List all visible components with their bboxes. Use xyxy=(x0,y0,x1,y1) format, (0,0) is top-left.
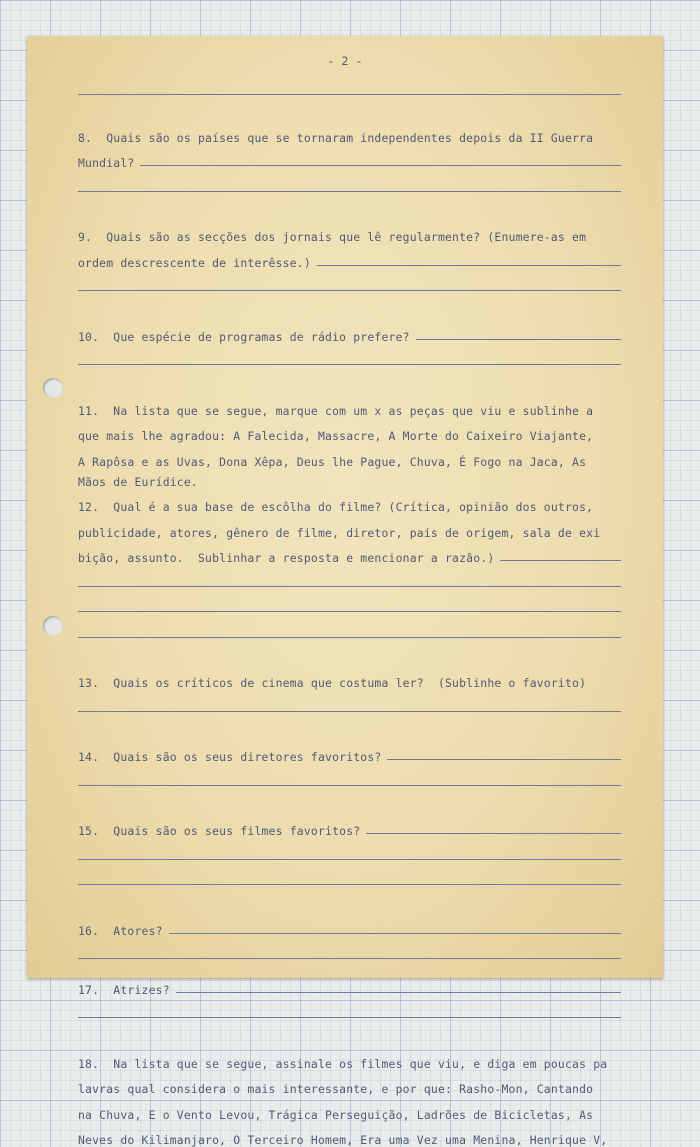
answer-line[interactable] xyxy=(169,933,621,934)
answer-line[interactable] xyxy=(78,864,621,890)
answer-line[interactable] xyxy=(500,560,621,561)
question-17: 17. Atrizes? xyxy=(78,971,621,997)
answer-line[interactable] xyxy=(176,992,621,993)
answer-line[interactable] xyxy=(78,170,621,196)
answer-line[interactable] xyxy=(78,938,621,964)
question-9-cont: ordem descrescente de interêsse.) xyxy=(78,244,621,270)
question-8: 8. Quais são os países que se tornaram independentes depois da II Guerra xyxy=(78,130,594,145)
question-8-cont: Mundial? xyxy=(78,145,621,171)
answer-line[interactable] xyxy=(78,591,621,617)
question-9: 9. Quais são as secções dos jornais que lê regularmente? (Enumere-as em xyxy=(78,230,587,244)
questionnaire-page xyxy=(27,36,663,1147)
question-10: 10. Que espécie de programas de rádio prefere? xyxy=(78,318,621,344)
answer-line xyxy=(78,94,621,95)
questions-body: 8. Quais são os países que se tornaram independentes depois da II Guerra Mundial? 9. Quais são as secções dos jornais que lê regularmente? (Enumere-as em ordem descrescente de interêsse.) 10. Que espécie de programas de rádio prefere? 11. Na lista que se segue, marque com um x as peças que viu e sublinhe a que mais lhe agradou: A Falecida, Massacre, A Morte do Caixeiro Viajante, A Rapôsa e as Uvas, Dona Xêpa, Deus lhe Pague, Chuva, É Fogo na Jaca, As Mãos de Eurídice. 12. Qual é a sua base de escôlha do filme? (Crítica, opinião dos outros, publicidade, atores, gênero de filme, diretor, país de origem, sala de exi bição, assunto. Sublinhar a resposta e mencionar a razão.) 13. Quais os críticos de cinema que costuma ler? (Sublinhe o favorito) 14. Quais são os seus diretores favoritos? 15. Quais são os seus filmes favoritos? 16. Atores? 17. Atrizes? 18. Na lista que se segue, assinale os filmes que viu, e diga em poucas pa lavras qual considera o mais interessante, e por que: Rasho-Mon, Cantando na Chuva, E o Vento Levou, Trágica Perseguição, Ladrões de Bicicletas, As Neves do Kilimanjaro, O Terceiro Homem, Era uma Vez uma Menina, Henrique V, xyxy=(78,94,621,1147)
question-15: 15. Quais são os seus filmes favoritos? xyxy=(78,813,621,839)
answer-line[interactable] xyxy=(78,616,621,642)
answer-line[interactable] xyxy=(416,339,621,340)
punch-hole xyxy=(43,616,63,636)
answer-line[interactable] xyxy=(387,759,621,760)
question-13: 13. Quais os críticos de cinema que costuma ler? (Sublinhe o favorito) xyxy=(78,676,587,690)
answer-line[interactable] xyxy=(317,265,621,266)
answer-line[interactable] xyxy=(78,997,621,1023)
question-16: 16. Atores? xyxy=(78,912,621,938)
question-12: 12. Qual é a sua base de escôlha do filme? (Crítica, opinião dos outros, xyxy=(78,500,594,514)
answer-line[interactable] xyxy=(78,690,621,716)
answer-line[interactable] xyxy=(78,565,621,591)
punch-hole xyxy=(43,378,63,398)
question-18: 18. Na lista que se segue, assinale os filmes que viu, e diga em poucas pa xyxy=(78,1056,608,1071)
answer-line[interactable] xyxy=(78,270,621,296)
answer-line[interactable] xyxy=(140,165,621,166)
answer-line[interactable] xyxy=(78,838,621,864)
question-14: 14. Quais são os seus diretores favoritos? xyxy=(78,739,621,765)
answer-line[interactable] xyxy=(78,764,621,790)
question-11: 11. Na lista que se segue, marque com um x as peças que viu e sublinhe a xyxy=(78,403,594,418)
page-number: - 2 - xyxy=(327,54,363,68)
answer-line[interactable] xyxy=(366,833,621,834)
answer-line[interactable] xyxy=(78,344,621,370)
